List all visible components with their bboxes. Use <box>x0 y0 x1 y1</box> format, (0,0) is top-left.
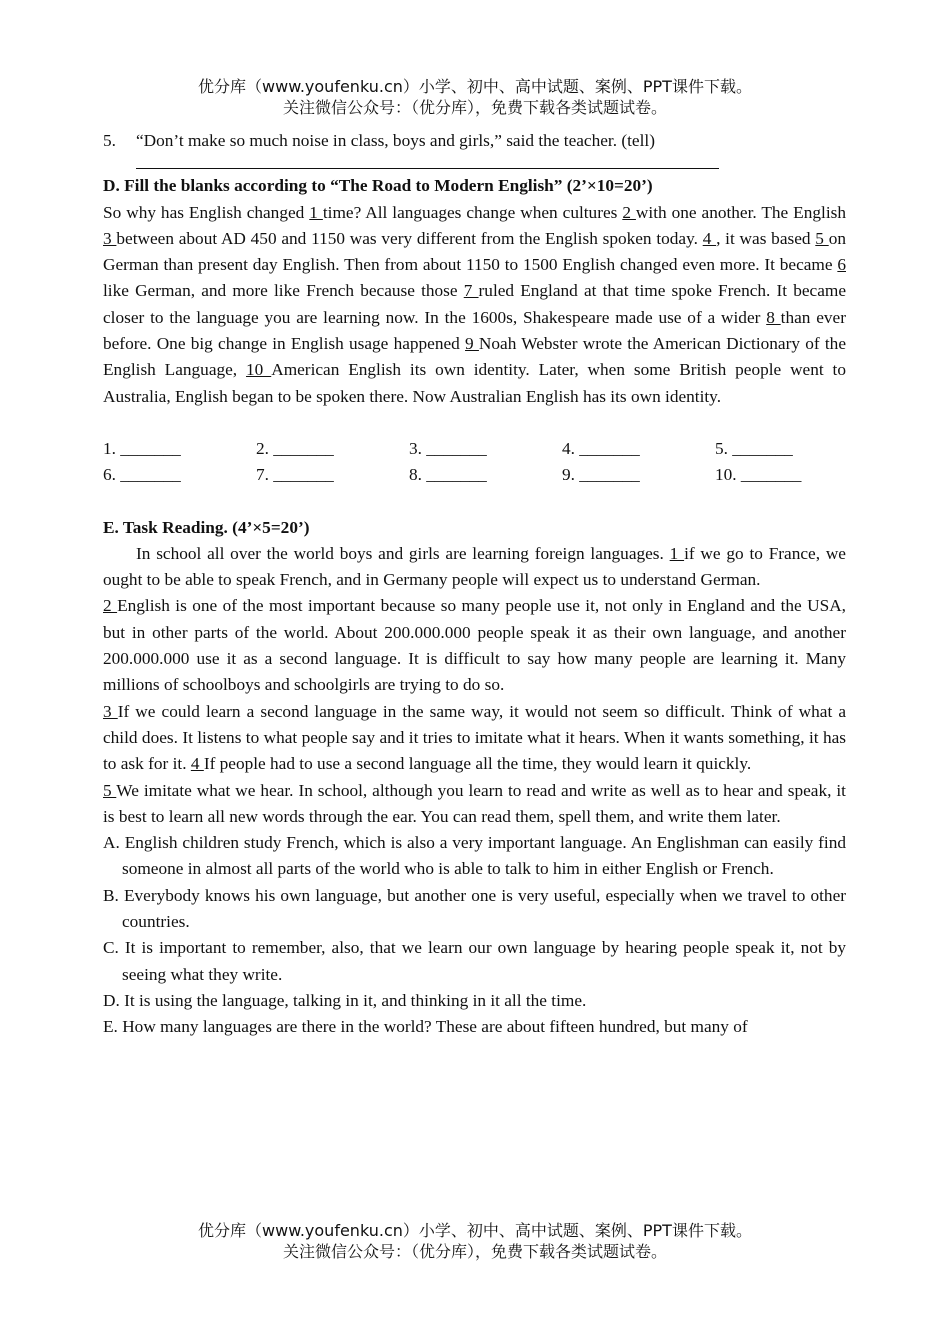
answer-blank: 10. _______ <box>715 465 802 485</box>
blank-8: 8 <box>766 307 781 327</box>
option-d: D. It is using the language, talking in it, and thinking in it all the time. <box>103 990 587 1010</box>
answer-blank: 6. _______ <box>103 465 181 485</box>
blank-3: 3 <box>103 228 117 248</box>
answer-blank: 7. _______ <box>256 465 334 485</box>
blank-2: 2 <box>622 202 636 222</box>
footer-line-2: 关注微信公众号：（优分库），免费下载各类试题试卷。 <box>282 1242 667 1261</box>
answer-blank: 3. _______ <box>409 438 487 458</box>
answer-line <box>136 154 719 169</box>
section-d-passage: So why has English changed 1 time? All languages change when cultures 2 with one another. The English 3 between about AD 450 and 1150 was very different from the English spoken today. 4 , it was based 5 on German than present day English. Then from about 1150 to 1500 English changed even more. It became 6 like German, and more like French because those 7 ruled England at that time spoke French. It became closer to the language you are learning now. In the 1600s, Shakespeare made use of a wider 8 than ever before. One big change in English usage happened 9 Noah Webster wrote the American Dictionary of the English Language, 10 American English its own identity. Later, when some British people went to Australia, English began to be spoken there. Now Australian English has its own identity. <box>103 202 846 406</box>
blank-7: 7 <box>463 281 479 301</box>
blank-3: 3 <box>103 701 118 721</box>
answer-grid <box>103 436 846 489</box>
page-footer <box>0 1220 950 1262</box>
answer-blank: 9. _______ <box>562 465 640 485</box>
question-number: 5. <box>103 131 116 150</box>
section-d-title: D. Fill the blanks according to “The Road to Modern English” (2’×10=20’) <box>103 176 653 196</box>
answer-blank: 4. _______ <box>562 438 640 458</box>
page-header <box>0 76 950 118</box>
blank-1: 1 <box>309 202 323 222</box>
question-5 <box>103 128 846 154</box>
passage-paragraph: In school all over the world boys and girls are learning foreign languages. 1 if we go to France, we ought to be able to speak French, and in Germany people will expect us to understand German. <box>103 543 846 590</box>
option-b: B. Everybody knows his own language, but another one is very useful, especially when we travel to other countries. <box>103 885 846 932</box>
header-line-1: 优分库（www.youfenku.cn）小学、初中、高中试题、案例、PPT课件下载。 <box>198 77 752 96</box>
passage-paragraph: 5 We imitate what we hear. In school, although you learn to read and write as well as to hear and speak, it is best to learn all new words through the ear. You can read them, spell them, and write them later. <box>103 780 846 826</box>
answer-blank: 2. _______ <box>256 438 334 458</box>
option-c: C. It is important to remember, also, that we learn our own language by hearing people speak it, not by seeing what they write. <box>103 938 846 984</box>
answer-blank: 1. _______ <box>103 438 181 458</box>
blank-5: 5 <box>815 228 829 248</box>
blank-4: 4 <box>702 228 717 248</box>
option-e: E. How many languages are there in the world? These are about fifteen hundred, but many of <box>103 1017 748 1037</box>
page-body <box>103 128 846 1041</box>
blank-5: 5 <box>103 780 117 800</box>
footer-line-1: 优分库（www.youfenku.cn）小学、初中、高中试题、案例、PPT课件下载。 <box>198 1221 752 1240</box>
passage-paragraph: 2 English is one of the most important because so many people use it, not only in England and the USA, but in other parts of the world. About 200.000.000 people speak it as their own language, and another 200.000.000 use it as a second language. It is difficult to say how many people are learning it. Many millions of schoolboys and schoolgirls are trying to do so. <box>103 596 846 695</box>
blank-6: 6 <box>837 255 846 275</box>
blank-9: 9 <box>465 334 479 354</box>
header-line-2: 关注微信公众号：（优分库），免费下载各类试题试卷。 <box>282 98 667 117</box>
option-a: A. English children study French, which is also a very important language. An Englishman can easily find someone in almost all parts of the world who is able to talk to him in either English or French. <box>103 833 846 879</box>
section-e-title: E. Task Reading. (4’×5=20’) <box>103 517 310 537</box>
passage-paragraph: 3 If we could learn a second language in the same way, it would not seem so difficult. Think of what a child does. It listens to what people say and it tries to imitate what it hears. When it wants something, it has to ask for it. 4 If people had to use a second language all the time, they would learn it quickly. <box>103 701 846 774</box>
blank-2: 2 <box>103 596 118 616</box>
question-text: “Don’t make so much noise in class, boys and girls,” said the teacher. (tell) <box>136 131 655 150</box>
blank-4: 4 <box>190 754 204 774</box>
blank-10: 10 <box>246 360 272 380</box>
answer-blank: 5. _______ <box>715 438 793 458</box>
blank-1: 1 <box>669 543 685 563</box>
answer-blank: 8. _______ <box>409 465 487 485</box>
